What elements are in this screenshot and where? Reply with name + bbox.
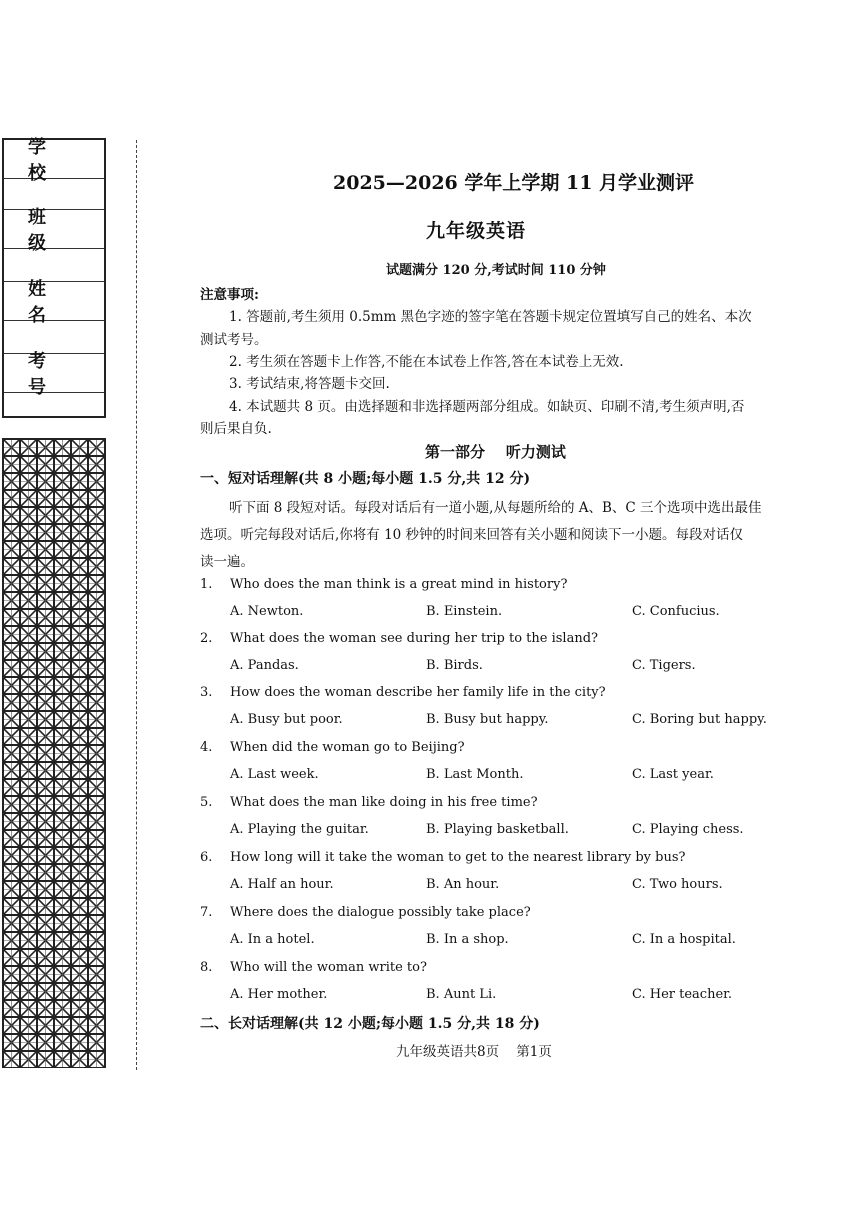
question-text: Who does the man think is a great mind in history? [230, 577, 568, 592]
option-a: A. Half an hour. [230, 877, 334, 892]
question-text: When did the woman go to Beijing? [230, 740, 465, 755]
class-label: 班 级 [4, 209, 104, 248]
question-number: 2. [200, 631, 213, 646]
exam-subject: 九年级英语 [426, 220, 527, 242]
page-footer: 九年级英语共8页 第1页 [396, 1044, 552, 1060]
option-a: A. Last week. [230, 767, 319, 782]
question-text: Where does the dialogue possibly take place? [230, 905, 531, 920]
option-b: B. An hour. [426, 877, 500, 892]
question-text: What does the man like doing in his free time? [230, 795, 538, 810]
option-c: C. Last year. [632, 767, 714, 782]
option-c: C. Boring but happy. [632, 712, 767, 727]
student-info-box [2, 138, 106, 418]
exam-meta: 试题满分 120 分,考试时间 110 分钟 [386, 263, 606, 278]
question-number: 1. [200, 577, 213, 592]
instruction-c: 读一遍。 [200, 554, 254, 570]
option-a: A. Playing the guitar. [230, 822, 369, 837]
security-pattern [2, 438, 106, 1068]
option-b: B. Einstein. [426, 604, 503, 619]
option-c: C. In a hospital. [632, 932, 736, 947]
section2-heading: 二、长对话理解(共 12 小题;每小题 1.5 分,共 18 分) [200, 1016, 540, 1032]
option-a: A. Newton. [230, 604, 304, 619]
option-b: B. Playing basketball. [426, 822, 569, 837]
option-c: C. Confucius. [632, 604, 720, 619]
note-4a: 4. 本试题共 8 页。由选择题和非选择题两部分组成。如缺页、印刷不清,考生须声明,否 [229, 399, 745, 415]
option-a: A. Pandas. [230, 658, 299, 673]
option-c: C. Her teacher. [632, 987, 733, 1002]
notes-heading: 注意事项: [200, 287, 259, 303]
option-c: C. Tigers. [632, 658, 696, 673]
note-2: 2. 考生须在答题卡上作答,不能在本试卷上作答,答在本试卷上无效. [229, 354, 624, 370]
note-1a: 1. 答题前,考生须用 0.5mm 黑色字迹的签字笔在答题卡规定位置填写自己的姓名、本次 [229, 309, 752, 325]
section1-heading: 一、短对话理解(共 8 小题;每小题 1.5 分,共 12 分) [200, 471, 531, 487]
question-number: 6. [200, 850, 213, 865]
question-number: 8. [200, 960, 213, 975]
option-b: B. In a shop. [426, 932, 509, 947]
option-a: A. Busy but poor. [230, 712, 343, 727]
note-3: 3. 考试结束,将答题卡交回. [229, 376, 390, 392]
option-b: B. Last Month. [426, 767, 524, 782]
option-b: B. Busy but happy. [426, 712, 549, 727]
question-number: 5. [200, 795, 213, 810]
option-c: C. Two hours. [632, 877, 723, 892]
question-number: 3. [200, 685, 213, 700]
binding-cut-line [136, 140, 137, 1070]
instruction-b: 选项。听完每段对话后,你将有 10 秒钟的时间来回答有关小题和阅读下一小题。每段对话仅 [200, 527, 744, 543]
exam-title: 2025—2026 学年上学期 11 月学业测评 [333, 172, 695, 194]
option-b: B. Aunt Li. [426, 987, 497, 1002]
question-text: How long will it take the woman to get to the nearest library by bus? [230, 850, 686, 865]
instruction-a: 听下面 8 段短对话。每段对话后有一道小题,从每题所给的 A、B、C 三个选项中选出最佳 [229, 500, 762, 516]
question-text: Who will the woman write to? [230, 960, 427, 975]
question-text: How does the woman describe her family life in the city? [230, 685, 606, 700]
note-1b: 测试考号。 [200, 332, 268, 348]
option-a: A. Her mother. [230, 987, 328, 1002]
option-b: B. Birds. [426, 658, 483, 673]
question-text: What does the woman see during her trip to the island? [230, 631, 598, 646]
part1-title: 第一部分 听力测试 [425, 443, 566, 461]
name-label: 姓 名 [4, 281, 104, 320]
school-label: 学 校 [28, 137, 58, 184]
option-c: C. Playing chess. [632, 822, 744, 837]
question-number: 7. [200, 905, 213, 920]
exam-no-label: 考 号 [4, 353, 104, 392]
option-a: A. In a hotel. [230, 932, 315, 947]
question-number: 4. [200, 740, 213, 755]
note-4b: 则后果自负. [200, 421, 272, 437]
